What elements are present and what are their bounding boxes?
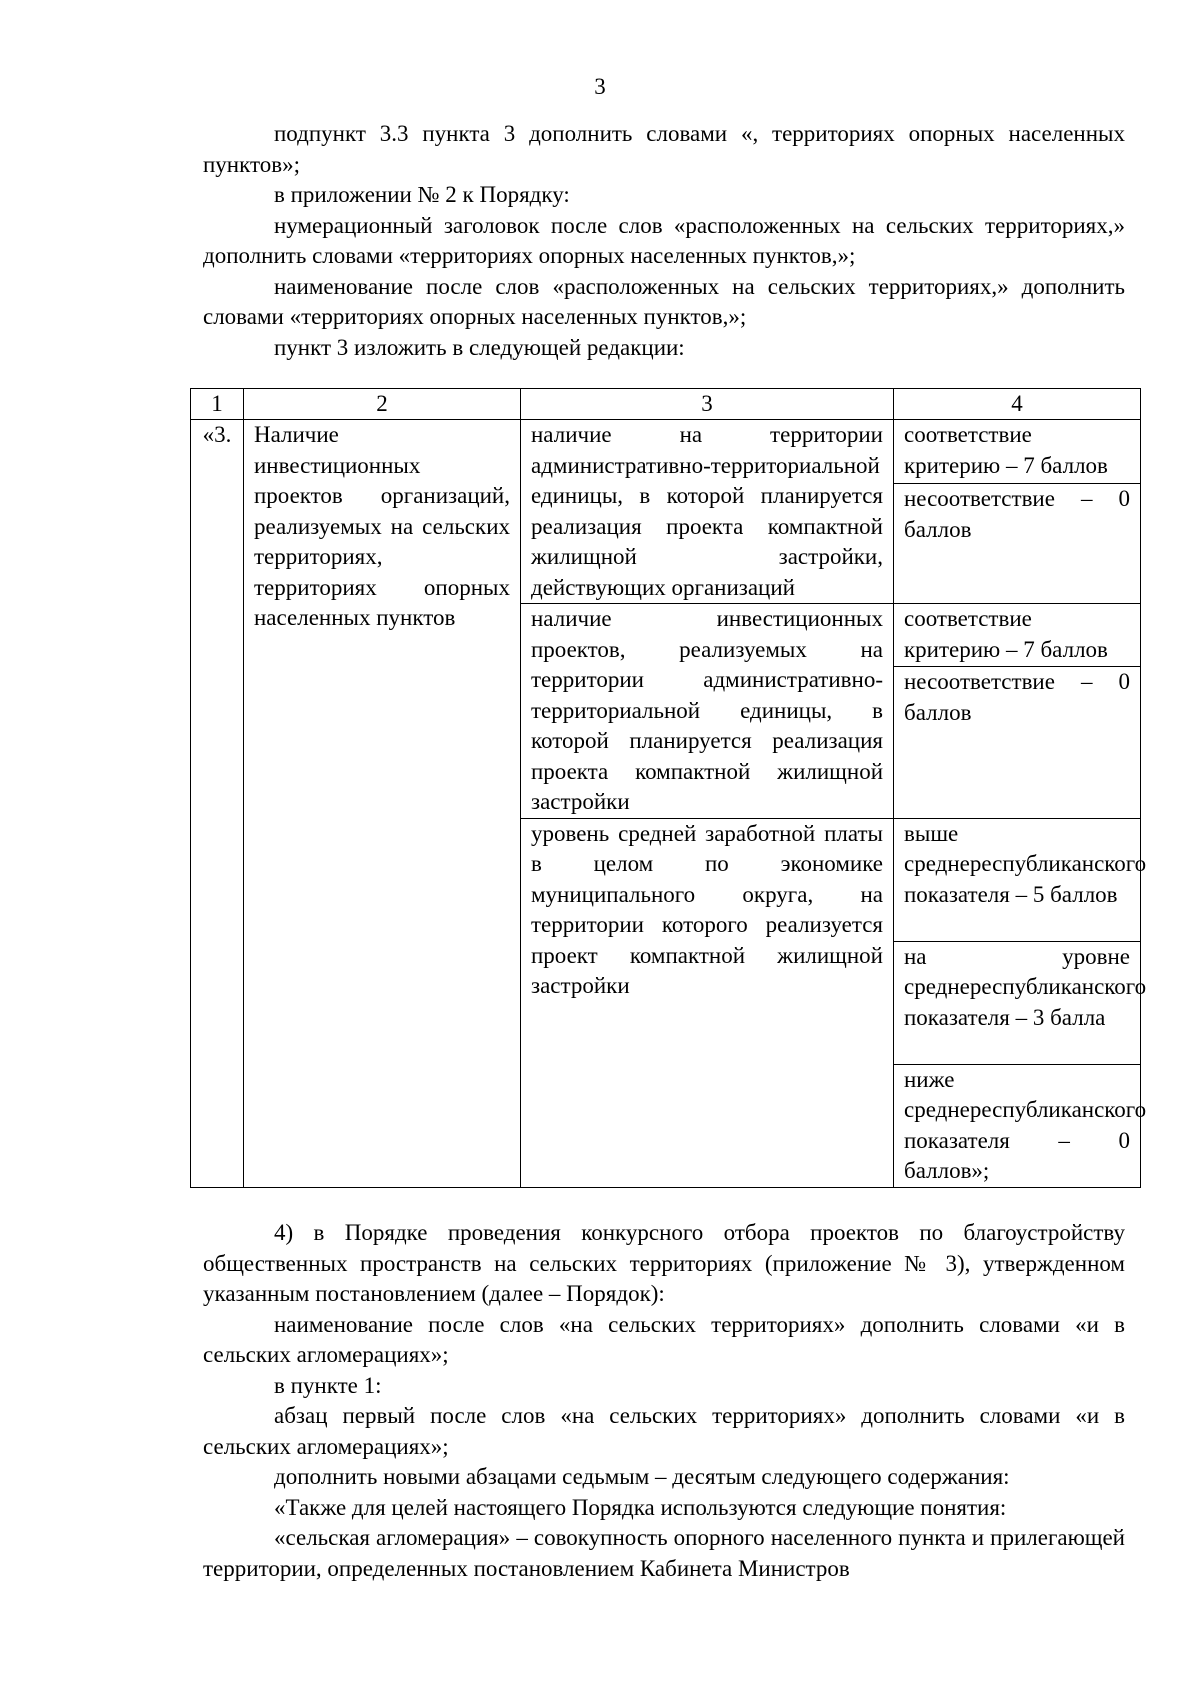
paragraph: нумерационный заголовок после слов «расположенных на сельских территориях,» дополнить словами «территориях опорных населенных пунктов,»; [203, 212, 1125, 268]
indicator-cell: уровень средней заработной платы в целом по экономике муниципального округа, на территории которого реализуется проект компактной жилищной застройки [521, 818, 894, 1187]
intro-text [203, 119, 1125, 363]
paragraph: наименование после слов «расположенных на сельских территориях,» дополнить словами «территориях опорных населенных пунктов,»; [203, 273, 1125, 329]
column-header: 2 [244, 389, 521, 420]
paragraph: дополнить новыми абзацами седьмым – десятым следующего содержания: [274, 1464, 1010, 1489]
score-cell: выше среднереспубликанского показателя – 5 баллов [894, 818, 1141, 941]
paragraph: наименование после слов «на сельских территориях» дополнить словами «и в сельских агломерациях»; [203, 1311, 1125, 1367]
indicator-cell: наличие инвестиционных проектов, реализуемых на территории административно-территориальной единицы, в которой планируется реализация проекта компактной жилищной застройки [521, 604, 894, 819]
outro-text [203, 1218, 1125, 1584]
paragraph: подпункт 3.3 пункта 3 дополнить словами «, территориях опорных населенных пунктов»; [203, 121, 1125, 177]
criterion-name: Наличие инвестиционных проектов организаций, реализуемых на сельских территориях, территориях опорных населенных пунктов [244, 420, 521, 1188]
page-number: 3 [594, 74, 606, 99]
column-header: 1 [191, 389, 244, 420]
table-row [191, 420, 1141, 484]
paragraph: «Также для целей настоящего Порядка используются следующие понятия: [274, 1494, 1007, 1520]
column-header: 3 [521, 389, 894, 420]
paragraph: в приложении № 2 к Порядку: [274, 182, 570, 207]
paragraph: 4) в Порядке проведения конкурсного отбора проектов по благоустройству общественных пространств на сельских территориях (приложение № 3), утвержденном указанным постановлением (далее – Порядок): [203, 1220, 1125, 1306]
score-cell: соответствие критерию – 7 баллов [894, 604, 1141, 667]
paragraph: пункт 3 изложить в следующей редакции: [274, 334, 685, 360]
score-cell: несоответствие – 0 баллов [894, 667, 1141, 818]
paragraph: в пункте 1: [274, 1372, 382, 1398]
score-cell: ниже среднереспубликанского показателя – 0 баллов»; [894, 1064, 1141, 1187]
score-cell: несоответствие – 0 баллов [894, 484, 1141, 604]
score-cell: соответствие критерию – 7 баллов [894, 420, 1141, 484]
paragraph: абзац первый после слов «на сельских территориях» дополнить словами «и в сельских агломерациях»; [203, 1403, 1125, 1459]
column-header: 4 [894, 389, 1141, 420]
score-cell: на уровне среднереспубликанского показателя – 3 балла [894, 941, 1141, 1064]
table-header-row [191, 389, 1141, 420]
indicator-cell: наличие на территории административно-территориальной единицы, в которой планируется реализация проекта компактной жилищной застройки, действующих организаций [521, 420, 894, 604]
criterion-number: «3. [191, 420, 244, 1188]
criteria-table [190, 388, 1147, 1188]
paragraph: «сельская агломерация» – совокупность опорного населенного пункта и прилегающей территории, определенных постановлением Кабинета Министров [203, 1525, 1125, 1581]
